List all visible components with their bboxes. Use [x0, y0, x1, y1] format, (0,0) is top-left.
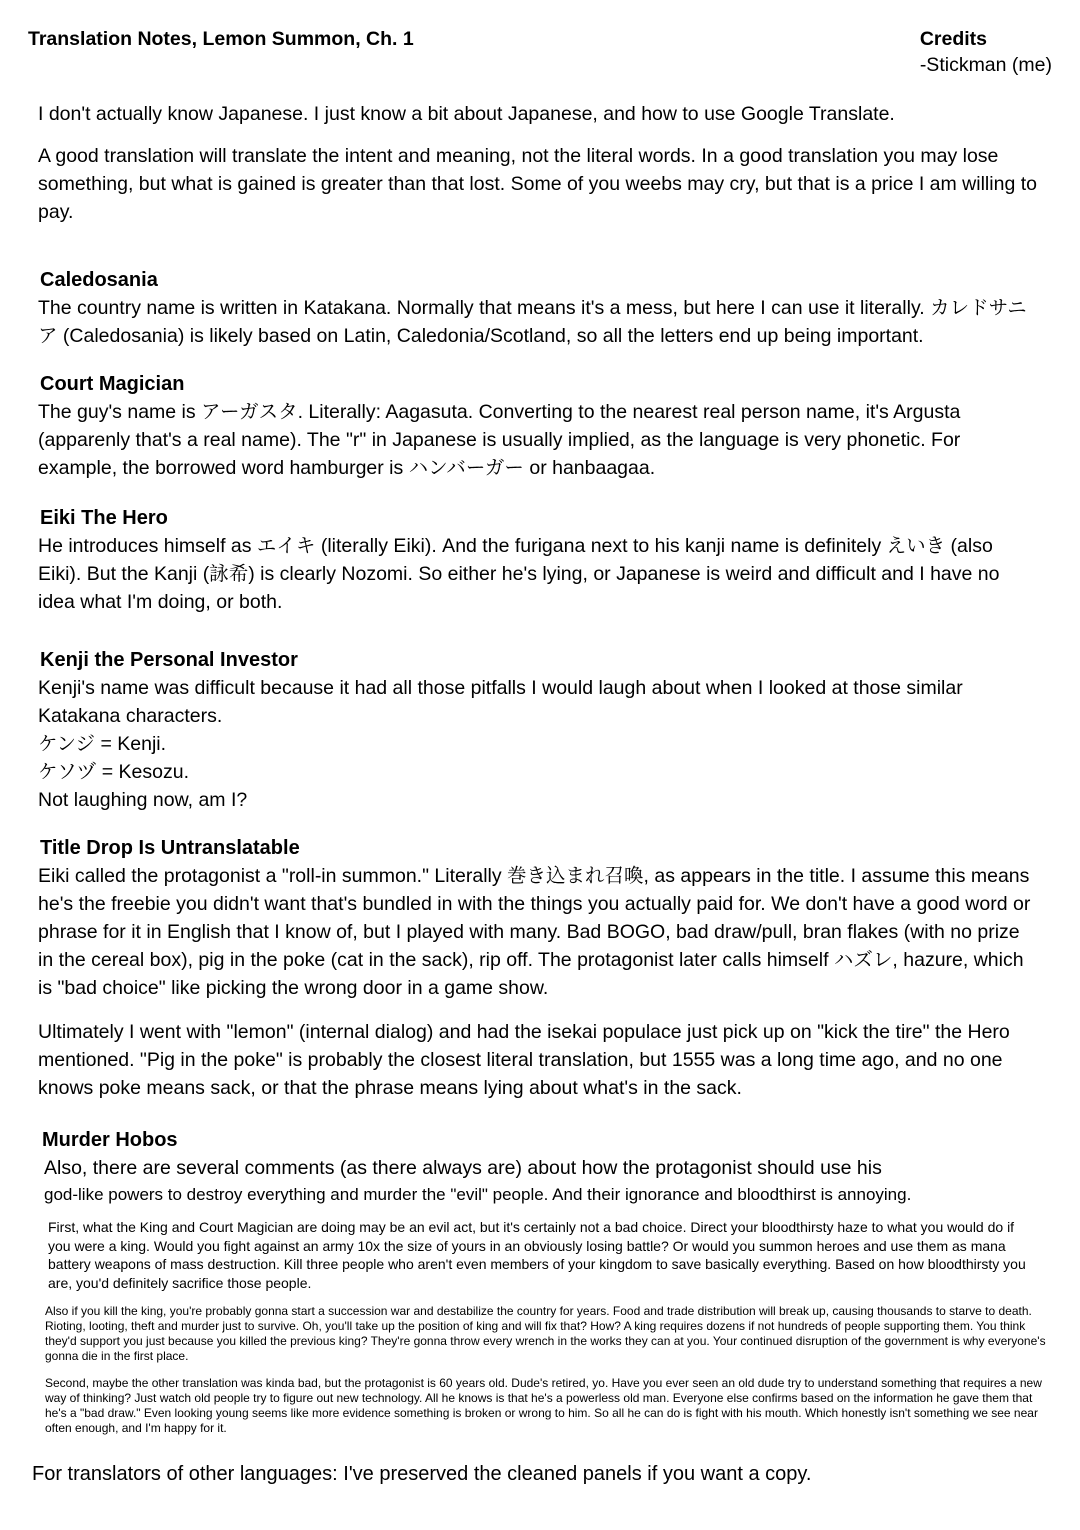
- kenji-katakana-line-2: ケソヅ = Kesozu.: [38, 761, 189, 783]
- section-court-magician: [28, 370, 1052, 482]
- murder-hobos-paragraph-3: Second, maybe the other translation was kinda bad, but the protagonist is 60 years old. Dude's retired, yo. Have you ever seen an old dude try to understand something that requires a new way of thinking? Just watch old people try to figure out new technology. All he knows is that he's a powerless old man. Everyone else confirms based on the information he gave them that he's a "bad draw." Even looking young seems like more evidence something is broken or wrong to him. So all he can do is fight with his mouth. Which honestly isn't something we see near often enough, and I'm happy for it.: [45, 1376, 1042, 1435]
- page-header: [28, 26, 1052, 78]
- murder-hobos-lead: Also, there are several comments (as there always are) about how the protagonist should use his: [44, 1157, 882, 1179]
- credits-block: [920, 26, 1052, 78]
- credits-heading: Credits: [919, 28, 987, 50]
- caledosania-heading: Caledosania: [40, 269, 158, 291]
- caledosania-body: The country name is written in Katakana. Normally that means it's a mess, but here I can use it literally. カレドサニア (Caledosania) is likely based on Latin, Caledonia/Scotland, so all the letters end up being important.: [38, 297, 1027, 347]
- title-drop-paragraph-2: Ultimately I went with "lemon" (internal dialog) and had the isekai populace just pick up on "kick the tire" the Hero mentioned. "Pig in the poke" is probably the closest literal translation, but 1555 was a long time ago, and no one knows poke means sack, or that the phrase means lying about what's in the sack.: [38, 1021, 1010, 1099]
- murder-hobos-paragraph-2: Also if you kill the king, you're probably gonna start a succession war and destabilize the country for years. Food and trade distribution will break up, causing thousands to starve to death. Rioting, looting, theft and murder just to survive. Oh, you'll take up the position of king and will fix that? How? A king requires dozens if not hundreds of people supporting them. You think they'd support you just because you killed the previous king? They're gonna throw every wrench in the works they can at you. Your continued disruption of the government is why everyone's gonna die in the first place.: [45, 1304, 1046, 1363]
- section-kenji: [28, 646, 1052, 814]
- section-title-drop: [28, 834, 1052, 1102]
- eiki-body: He introduces himself as エイキ (literally Eiki). And the furigana next to his kanji name is definitely えいき (also Eiki). But the Kanji (詠希) is clearly Nozomi. So either he's lying, or Japanese is weird and difficult and I have no idea what I'm doing, or both.: [38, 535, 1000, 613]
- eiki-heading: Eiki The Hero: [40, 507, 168, 529]
- murder-hobos-paragraph-1: First, what the King and Court Magician are doing may be an evil act, but it's certainly not a bad choice. Direct your bloodthirsty haze to what you would do if you were a king. Would you fight against an army 10x the size of yours in an obviously losing battle? Or would you summon heroes and use them as mana battery weapons of mass destruction. Kill three people who aren't even members of your kingdom to save basically everything. Based on how bloodthirsty you are, you'd definitely sacrifice those people.: [48, 1219, 1026, 1291]
- murder-hobos-lead-2: god-like powers to destroy everything and murder the "evil" people. And their ignorance and bloodthirst is annoying.: [44, 1185, 912, 1204]
- intro-paragraph-1: I don't actually know Japanese. I just know a bit about Japanese, and how to use Google Translate.: [38, 103, 895, 125]
- kenji-punchline: Not laughing now, am I?: [38, 789, 248, 811]
- section-eiki-the-hero: [28, 504, 1052, 616]
- court-magician-body: The guy's name is アーガスタ. Literally: Aagasuta. Converting to the nearest real person name, it's Argusta (apparenly that's a real name). The "r" in Japanese is usually implied, as the language is very phonetic. For example, the borrowed word hamburger is ハンバーガー or hanbaagaa.: [38, 401, 961, 479]
- kenji-body: Kenji's name was difficult because it had all those pitfalls I would laugh about when I looked at those similar Katakana characters.: [38, 677, 963, 727]
- title-drop-paragraph-1: Eiki called the protagonist a "roll-in summon." Literally 巻き込まれ召喚, as appears in the title. I assume this means he's the freebie you didn't want that's bundled in with the things you actually paid for. We don't have a good word or phrase for it in English that I know of, but I played with many. Bad BOGO, bad draw/pull, bran flakes (with no prize in the cereal box), pig in the poke (cat in the sack), rip off. The protagonist later calls himself ハズレ, hazure, which is "bad choice" like picking the wrong door in a game show.: [38, 865, 1031, 999]
- court-magician-heading: Court Magician: [40, 373, 185, 395]
- page-title: Translation Notes, Lemon Summon, Ch. 1: [28, 28, 414, 50]
- translators-note: For translators of other languages: I've preserved the cleaned panels if you want a copy.: [32, 1463, 812, 1485]
- murder-hobos-heading: Murder Hobos: [42, 1129, 178, 1151]
- kenji-katakana-line-1: ケンジ = Kenji.: [38, 733, 167, 755]
- intro-paragraph-2: A good translation will translate the intent and meaning, not the literal words. In a good translation you may lose something, but what is gained is greater than that lost. Some of you weebs may cry, but that is a price I am willing to pay.: [38, 145, 1037, 223]
- credits-author: -Stickman (me): [919, 54, 1052, 76]
- title-drop-heading: Title Drop Is Untranslatable: [40, 837, 300, 859]
- section-murder-hobos: [28, 1126, 1052, 1436]
- kenji-heading: Kenji the Personal Investor: [40, 649, 298, 671]
- section-caledosania: [28, 266, 1052, 350]
